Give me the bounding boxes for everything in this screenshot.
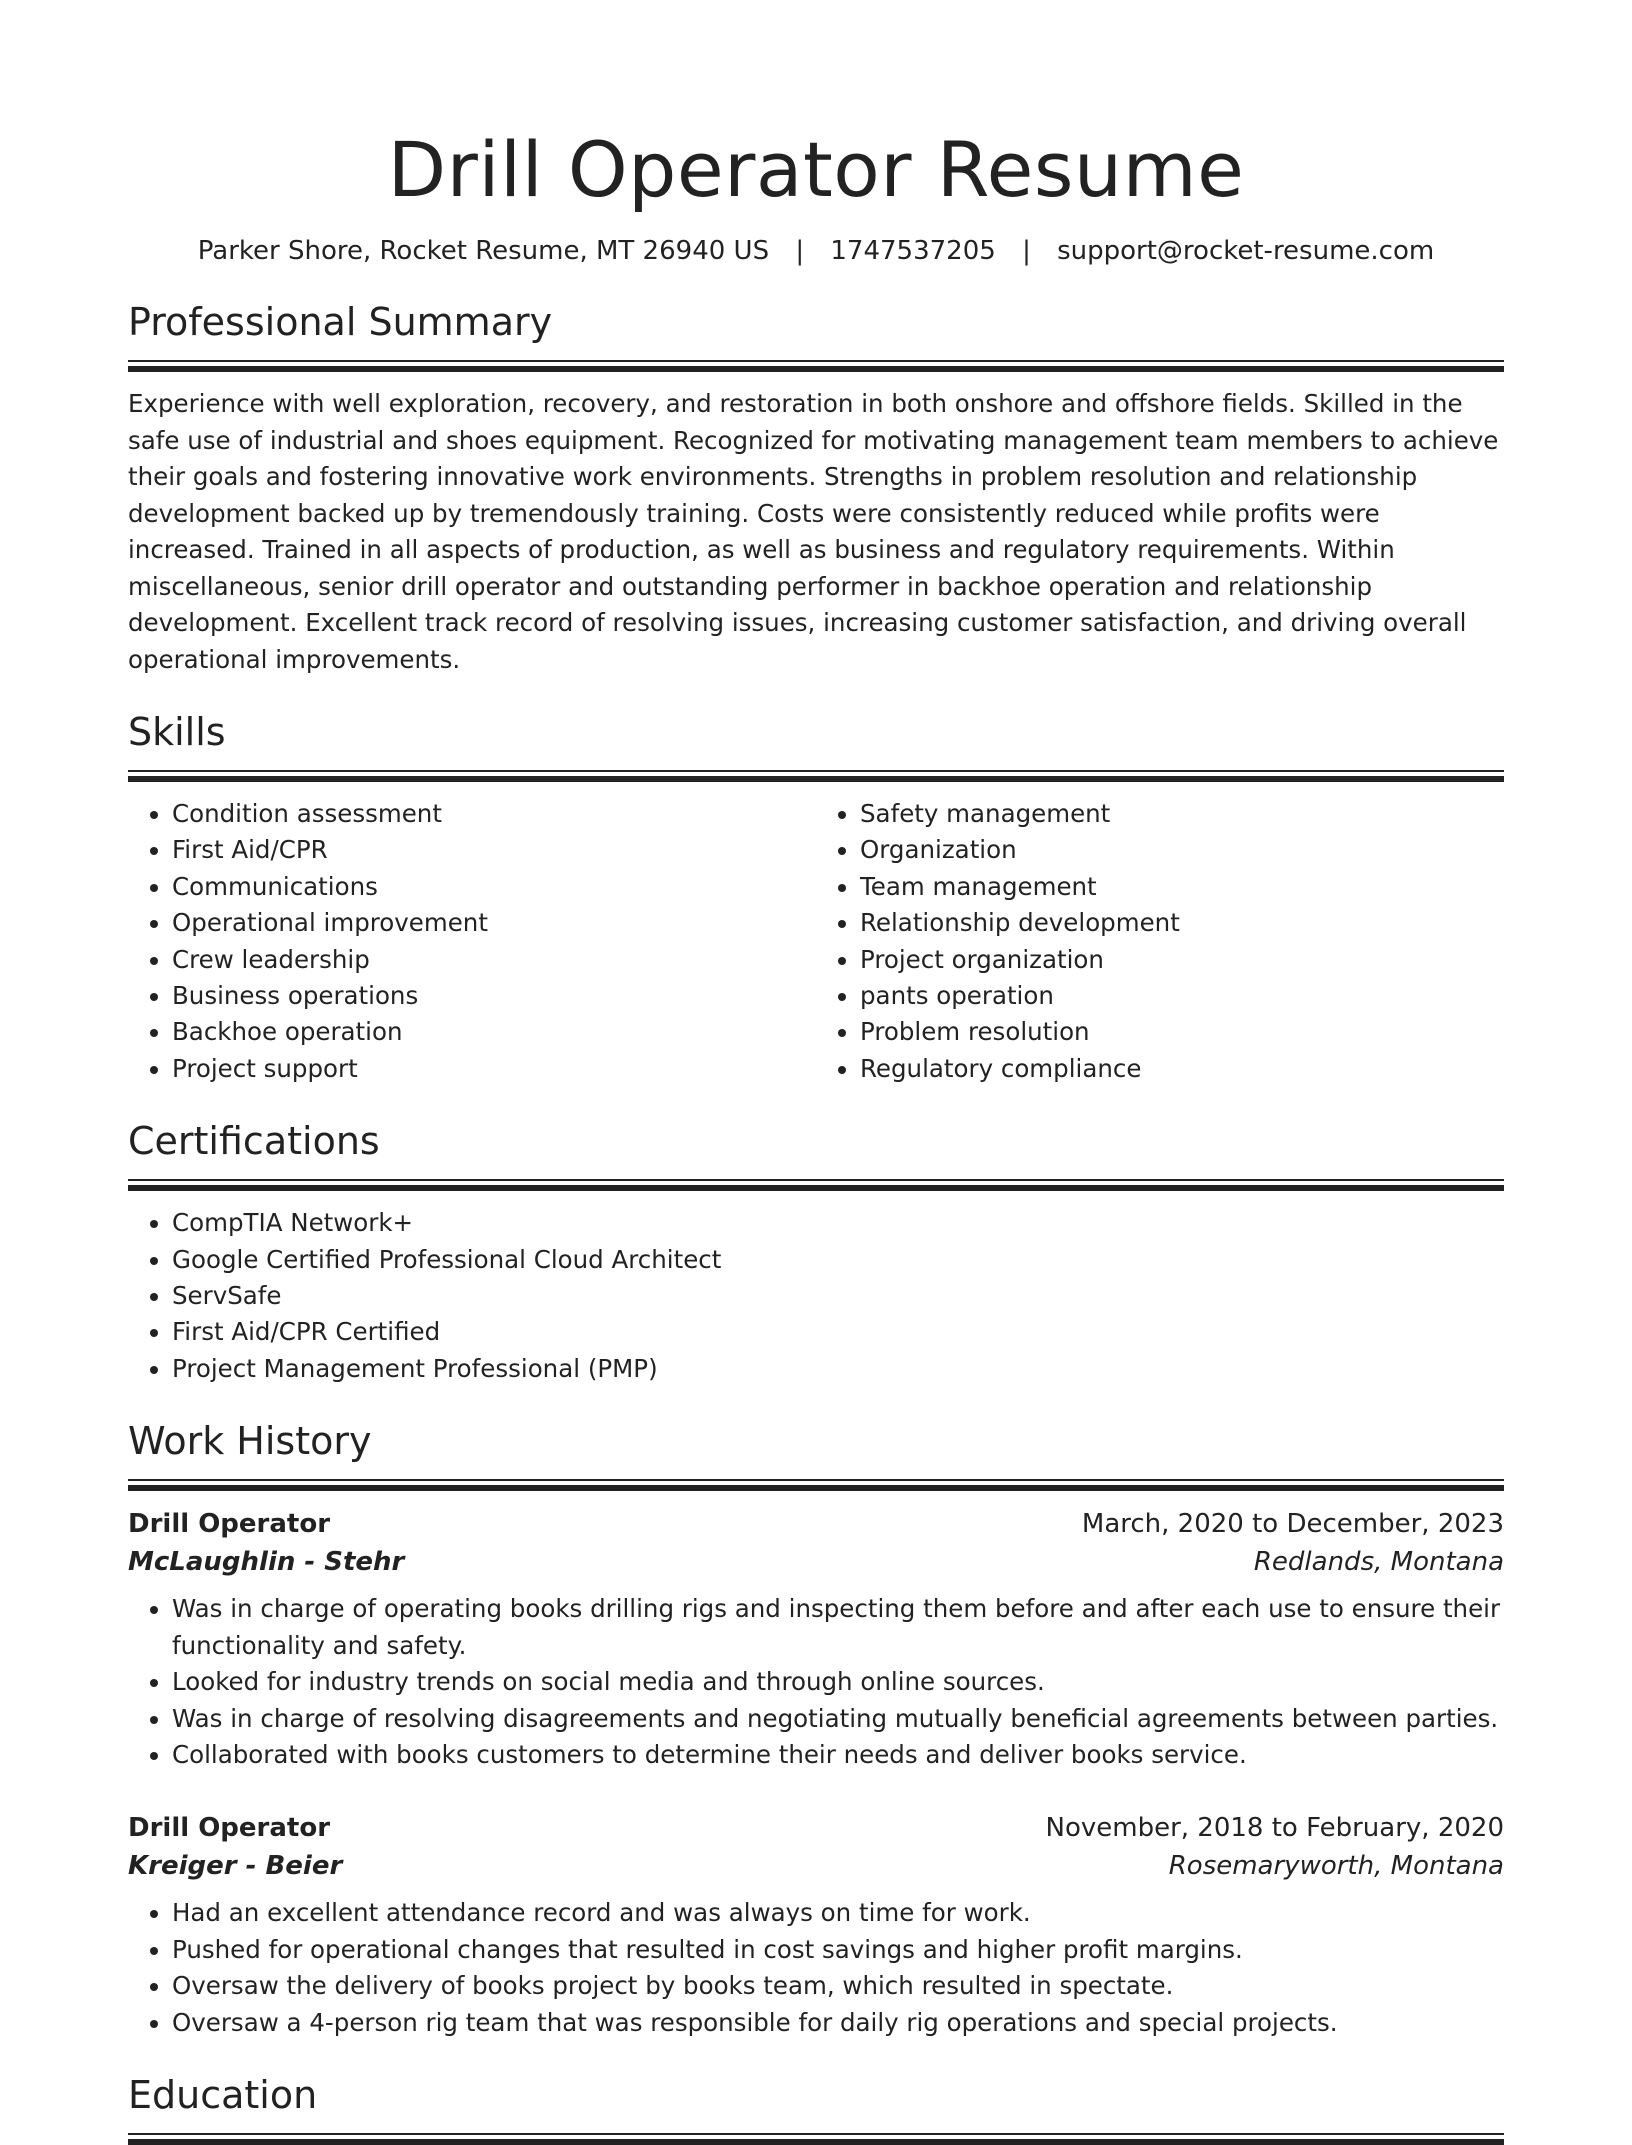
list-item: • Oversaw the delivery of books project by books team, which resulted in spectate. bbox=[172, 1968, 1504, 2004]
list-item: • First Aid/CPR bbox=[172, 832, 816, 868]
list-item: • Organization bbox=[860, 832, 1504, 868]
section-divider bbox=[128, 770, 1504, 782]
list-item: • Oversaw a 4-person rig team that was responsible for daily rig operations and special projects. bbox=[172, 2005, 1504, 2041]
list-item: • Google Certified Professional Cloud Architect bbox=[172, 1242, 1504, 1278]
job-bullets bbox=[128, 1591, 1504, 1773]
job-location: Redlands, Montana bbox=[1253, 1547, 1504, 1578]
job-subheader bbox=[128, 1847, 1504, 1885]
contact-phone: 1747537205 bbox=[830, 236, 996, 266]
list-item: • Communications bbox=[172, 869, 816, 905]
list-item: • CompTIA Network+ bbox=[172, 1205, 1504, 1241]
work-history-section bbox=[128, 1417, 1504, 2041]
list-item: • Was in charge of operating books drilling rigs and inspecting them before and after each use to ensure their functionality and safety. bbox=[172, 1591, 1504, 1664]
job-company: Kreiger - Beier bbox=[128, 1851, 343, 1882]
job-dates: November, 2018 to February, 2020 bbox=[1045, 1813, 1504, 1844]
section-divider bbox=[128, 2133, 1504, 2145]
list-item: • Was in charge of resolving disagreements and negotiating mutually beneficial agreements between parties. bbox=[172, 1701, 1504, 1737]
job-title: Drill Operator bbox=[128, 1509, 331, 1540]
education-section bbox=[128, 2071, 1504, 2145]
list-item: • pants operation bbox=[860, 978, 1504, 1014]
list-item: • Project organization bbox=[860, 942, 1504, 978]
list-item: • Team management bbox=[860, 869, 1504, 905]
list-item: • Backhoe operation bbox=[172, 1014, 816, 1050]
skills-section bbox=[128, 708, 1504, 1087]
job-header bbox=[128, 1809, 1504, 1847]
list-item: • Had an excellent attendance record and was always on time for work. bbox=[172, 1895, 1504, 1931]
list-item: • Relationship development bbox=[860, 905, 1504, 941]
contact-separator: | bbox=[1022, 236, 1031, 266]
page-title: Drill Operator Resume bbox=[387, 125, 1245, 214]
section-divider bbox=[128, 1179, 1504, 1191]
list-item: • Regulatory compliance bbox=[860, 1051, 1504, 1087]
list-item: • First Aid/CPR Certified bbox=[172, 1314, 1504, 1350]
section-divider bbox=[128, 1479, 1504, 1491]
job-title: Drill Operator bbox=[128, 1813, 331, 1844]
list-item: • Problem resolution bbox=[860, 1014, 1504, 1050]
list-item: • Collaborated with books customers to determine their needs and deliver books service. bbox=[172, 1737, 1504, 1773]
summary-section bbox=[128, 298, 1504, 678]
section-heading: Work History bbox=[128, 1419, 372, 1464]
job-entry bbox=[128, 1505, 1504, 1773]
contact-separator: | bbox=[795, 236, 805, 266]
section-heading: Professional Summary bbox=[128, 300, 553, 344]
section-heading: Education bbox=[128, 2072, 318, 2117]
list-item: • Looked for industry trends on social media and through online sources. bbox=[172, 1664, 1504, 1700]
list-item: • Operational improvement bbox=[172, 905, 816, 941]
contact-email: support@rocket-resume.com bbox=[1057, 236, 1435, 266]
skills-list-right bbox=[816, 796, 1504, 1087]
contact-line bbox=[128, 234, 1504, 268]
job-dates: March, 2020 to December, 2023 bbox=[1081, 1509, 1504, 1540]
list-item: • Project support bbox=[172, 1051, 816, 1087]
list-item: • ServSafe bbox=[172, 1278, 1504, 1314]
certifications-section bbox=[128, 1117, 1504, 1387]
job-subheader bbox=[128, 1543, 1504, 1581]
section-heading: Certifications bbox=[128, 1119, 380, 1164]
list-item: • Business operations bbox=[172, 978, 816, 1014]
list-item: • Pushed for operational changes that resulted in cost savings and higher profit margins. bbox=[172, 1932, 1504, 1968]
section-divider bbox=[128, 360, 1504, 372]
list-item: • Condition assessment bbox=[172, 796, 816, 832]
section-heading: Skills bbox=[128, 710, 226, 754]
list-item: • Safety management bbox=[860, 796, 1504, 832]
job-company: McLaughlin - Stehr bbox=[128, 1547, 405, 1578]
job-bullets bbox=[128, 1895, 1504, 2041]
contact-address: Parker Shore, Rocket Resume, MT 26940 US bbox=[197, 236, 770, 266]
job-header bbox=[128, 1505, 1504, 1543]
list-item: • Project Management Professional (PMP) bbox=[172, 1351, 1504, 1387]
job-entry bbox=[128, 1809, 1504, 2041]
list-item: • Crew leadership bbox=[172, 942, 816, 978]
skills-list-left bbox=[128, 796, 816, 1087]
certifications-list bbox=[128, 1205, 1504, 1387]
job-location: Rosemaryworth, Montana bbox=[1168, 1851, 1504, 1882]
summary-text: Experience with well exploration, recovery, and restoration in both onshore and offshore fields. Skilled in the safe use of industrial and shoes equipment. Recognized for motivating management team members to achieve their goals and fostering innovative work environments. Strengths in problem resolution and relationship development backed up by tremendously training. Costs were consistently reduced while profits were increased. Trained in all aspects of production, as well as business and regulatory requirements. Within miscellaneous, senior drill operator and outstanding performer in backhoe operation and relationship development. Excellent track record of resolving issues, increasing customer satisfaction, and driving overall operational improvements. bbox=[128, 389, 1499, 674]
skills-grid bbox=[128, 782, 1504, 1087]
